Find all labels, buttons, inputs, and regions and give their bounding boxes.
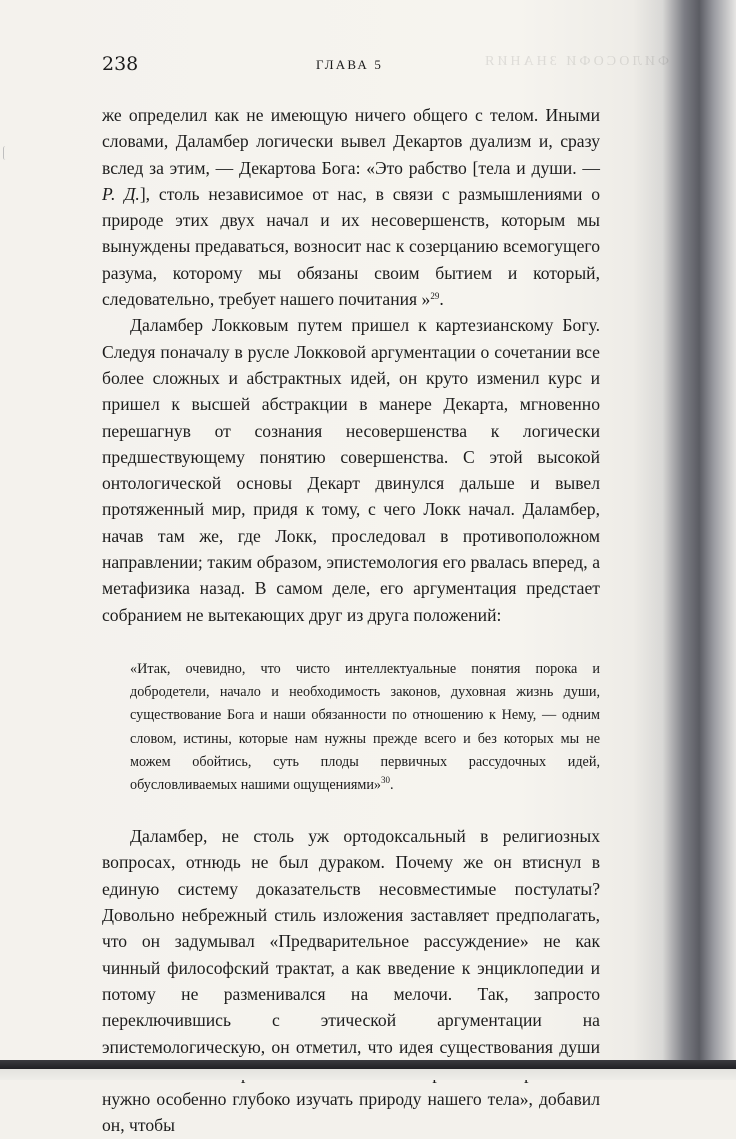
page-number: 238 (102, 53, 139, 75)
footnote-ref-29: 29 (430, 291, 440, 302)
scan-bottom-edge (0, 1060, 736, 1080)
footnote-ref-30: 30 (381, 774, 391, 785)
paragraph-3: Даламбер, не столь уж ортодоксальный в религиозных вопросах, отнюдь не был дураком. Почему же он втиснул в единую систему доказательств несовместимые постулаты? Довольно небрежный стиль изложения заставляет предполагать, что он задумывал «Предварительное рассуждение» не как чинный философский трактат, а как введение к энциклопедии и потому не разменивался на мелочи. Так, запросто переключившись с этической аргументации на эпистемологическую, он отметил, что идея существования души нужно особенно глубоко изучать природу нашего тела», добавил он, чтобы (102, 826, 600, 1136)
paragraph-1-text-b: ], столь независимое от нас, в связи с размышлениями о природе этих двух начал и их несовершенств, которым мы вынуждены предаваться, возносит нас к созерцанию всемогущего разума, которому мы обязаны своим бытием и который, следовательно, требует нашего почитания » (102, 183, 601, 310)
margin-mark (3, 146, 8, 160)
running-head: ГЛАВА 5 (316, 57, 384, 72)
paragraph-1-end: . (439, 289, 444, 310)
block-quote-text: «Итак, очевидно, что чисто интеллектуальные понятия порока и добродетели, начало и необходимость законов, духовная жизнь души, существование Бога и наши обязанности по отношению к Нему, — одним словом, истины, которые нам нужны прежде всего и без которых мы не можем обойтись, суть плоды первичных рассудочных идей, обусловливаемых нашими ощущениями» (130, 660, 600, 793)
page-header (102, 53, 670, 81)
bleed-through-text: ФИЛОСОФИ ЗНАНИЯ (482, 54, 670, 69)
paragraph-1 (102, 102, 600, 312)
paragraph-1-text-a: же определил как не имеющую ничего общего с телом. Иными словами, Даламбер логически вывел Декартов дуализм и, сразу вслед за этим, — Декартова Бога: «Это рабство [тела и души. — (102, 105, 600, 178)
block-quote-end: . (390, 776, 394, 793)
page-body (102, 102, 600, 1139)
paragraph-1-author-initials: Р. Д. (102, 183, 140, 204)
block-quote (102, 658, 600, 797)
paragraph-2: Даламбер Локковым путем пришел к картезианскому Богу. Следуя поначалу в русле Локковой аргументации о сочетании все более сложных и абстрактных идей, он круто изменил курс и пришел к высшей абстракции в манере Декарта, мгновенно перешагнув от сознания несовершенства к логически предшествующему понятию совершенства. С этой высокой онтологической основы Декарт двинулся дальше и вывел протяженный мир, придя к тому, с чего Локк начал. Даламбер, начав там же, где Локк, проследовал в противоположном направлении; таким образом, эпистемология его рвалась вперед, а метафизика назад. В самом деле, его аргументация предстает собранием не вытекающих друг из друга положений: (102, 315, 600, 625)
